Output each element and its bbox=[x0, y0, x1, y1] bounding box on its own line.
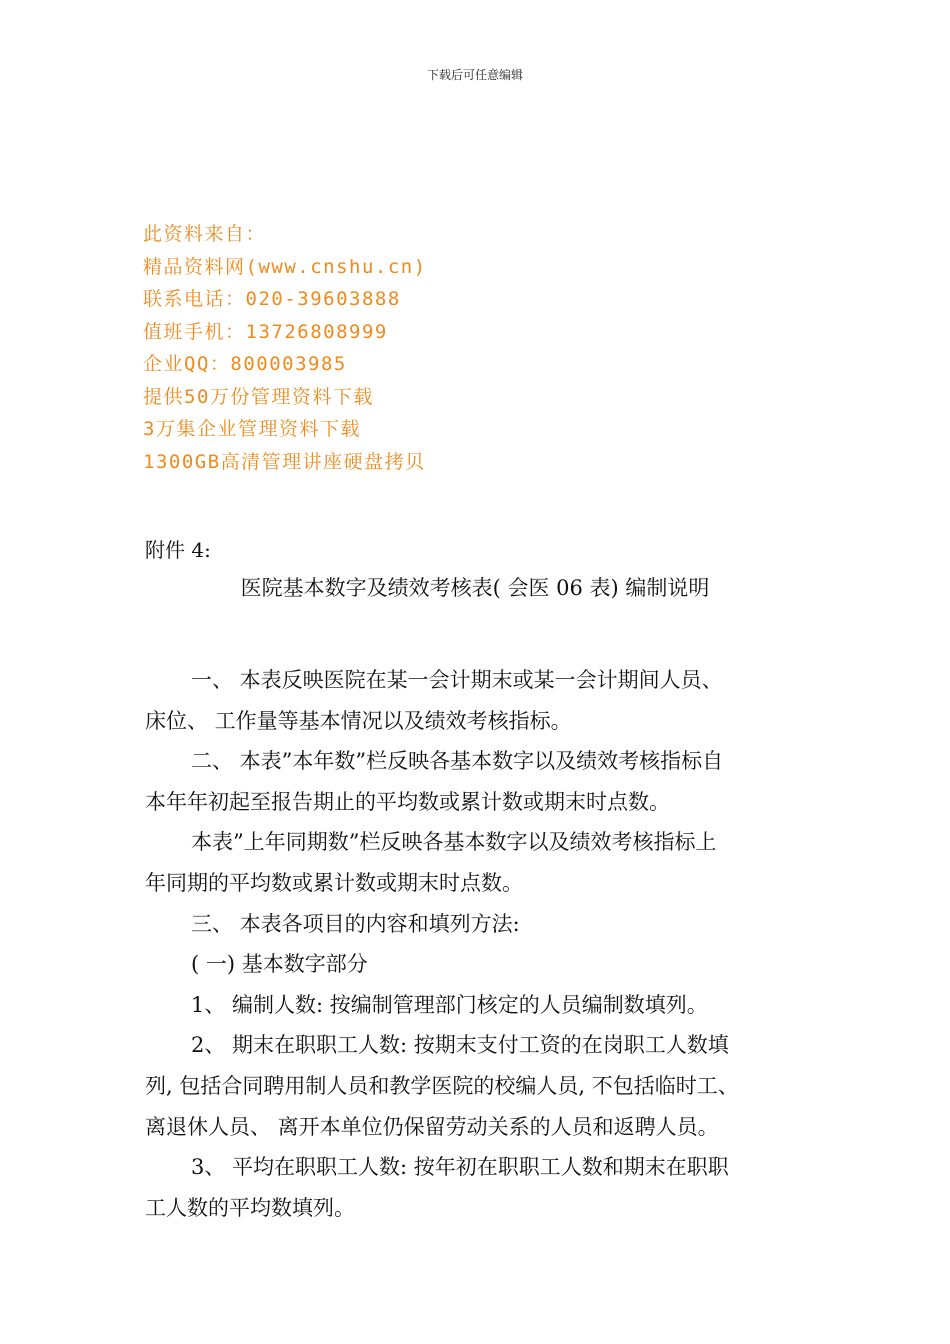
promo-line: 联系电话：020-39603888 bbox=[143, 288, 401, 310]
promo-line: 1300GB高清管理讲座硬盘拷贝 bbox=[143, 450, 426, 473]
promo-line: 值班手机：13726808999 bbox=[143, 320, 388, 343]
promo-line: 精品资料网(www.cnshu.cn) bbox=[143, 255, 427, 278]
paragraph-line: 2、 期末在职职工人数: 按期末支付工资的在岗职工人数填 bbox=[191, 1033, 729, 1058]
paragraph-line: 离退休人员、 离开本单位仍保留劳动关系的人员和返聘人员。 bbox=[145, 1114, 719, 1139]
paragraph-line: 列, 包括合同聘用制人员和教学医院的校编人员, 不包括临时工、 bbox=[145, 1073, 739, 1098]
paragraph-line: ( 一) 基本数字部分 bbox=[191, 952, 368, 977]
promo-line: 提供50万份管理资料下载 bbox=[143, 385, 374, 408]
paragraph-line: 三、 本表各项目的内容和填列方法: bbox=[191, 911, 520, 936]
document-title-text: 医院基本数字及绩效考核表( 会医 06 表) 编制说明 bbox=[240, 576, 710, 600]
promo-line: 3万集企业管理资料下载 bbox=[143, 418, 361, 440]
paragraph-line: 二、 本表”本年数”栏反映各基本数字以及绩效考核指标自 bbox=[191, 749, 724, 774]
document-title bbox=[0, 572, 950, 602]
document-body bbox=[145, 660, 815, 1228]
header-note: 下载后可任意编辑 bbox=[426, 68, 523, 82]
paragraph-line: 一、 本表反映医院在某一会计期末或某一会计期间人员、 bbox=[191, 668, 723, 692]
attachment-label: 附件 4: bbox=[145, 538, 211, 562]
paragraph-line: 3、 平均在职职工人数: 按年初在职职工人数和期末在职职 bbox=[191, 1155, 729, 1180]
promo-line: 此资料来自： bbox=[143, 223, 267, 245]
paragraph-line: 床位、 工作量等基本情况以及绩效考核指标。 bbox=[145, 708, 572, 733]
paragraph-line: 本年年初起至报告期止的平均数或累计数或期末时点数。 bbox=[145, 789, 670, 814]
promo-block bbox=[143, 218, 427, 478]
paragraph-line: 1、 编制人数: 按编制管理部门核定的人员编制数填列。 bbox=[191, 992, 708, 1017]
paragraph-line: 年同期的平均数或累计数或期末时点数。 bbox=[145, 870, 523, 895]
promo-line: 企业QQ：800003985 bbox=[143, 353, 347, 375]
paragraph-line: 本表”上年同期数”栏反映各基本数字以及绩效考核指标上 bbox=[191, 830, 717, 855]
paragraph-line: 工人数的平均数填列。 bbox=[145, 1195, 355, 1220]
